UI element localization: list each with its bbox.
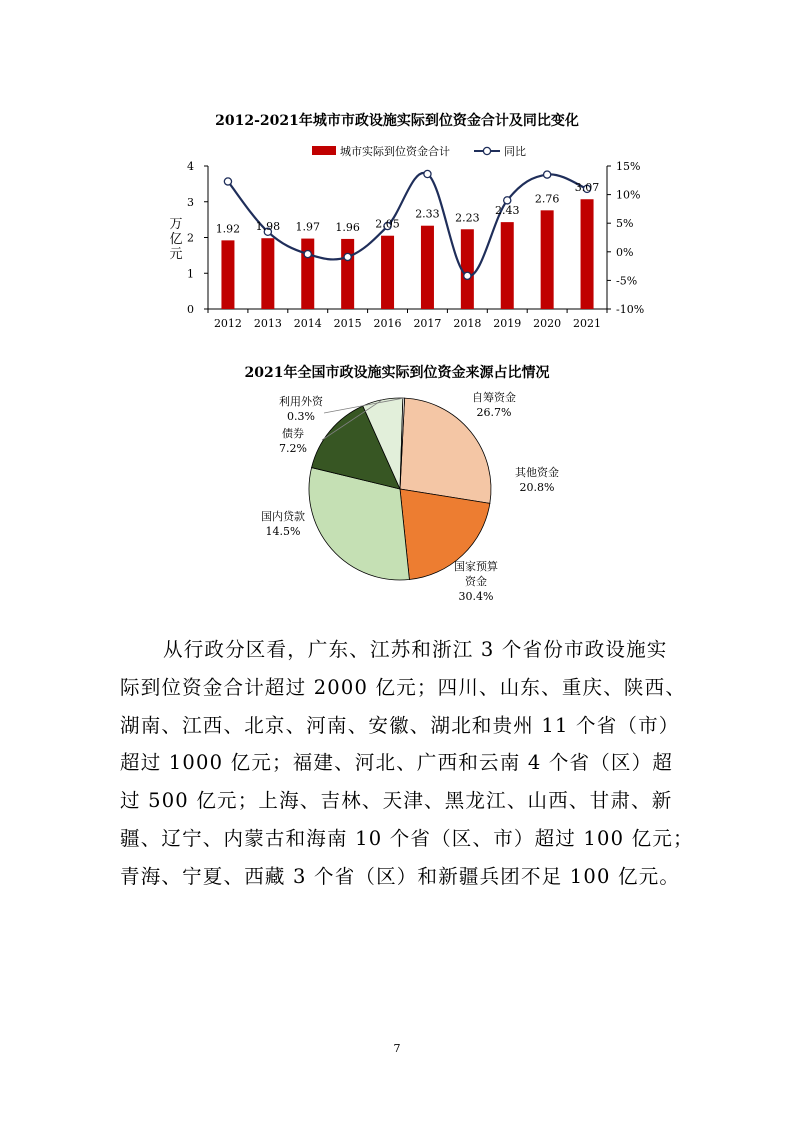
pie-slice-label: 资金 bbox=[465, 575, 487, 588]
x-axis-tick-label: 2015 bbox=[333, 317, 362, 330]
bar-data-label: 2.43 bbox=[495, 204, 520, 218]
right-axis-tick-label: -5% bbox=[616, 274, 638, 288]
body-text-line: 际到位资金合计超过 2000 亿元；四川、山东、重庆、陕西、 bbox=[120, 675, 687, 699]
x-axis-tick-label: 2021 bbox=[573, 317, 602, 330]
pie-chart-title: 2021年全国市政设施实际到位资金来源占比情况 bbox=[244, 365, 550, 381]
x-axis-tick-label: 2019 bbox=[493, 317, 522, 330]
pie-slice-label: 其他资金 bbox=[515, 466, 559, 479]
left-axis-tick-label: 0 bbox=[187, 303, 194, 316]
pie-slice-label: 7.2% bbox=[279, 442, 307, 455]
bar-data-label: 3.07 bbox=[574, 181, 600, 195]
legend-bar-label: 城市实际到位资金合计 bbox=[340, 145, 450, 158]
bar-data-label: 2.33 bbox=[415, 207, 440, 221]
right-axis-tick-label: 10% bbox=[616, 188, 641, 202]
bar-data-label: 2.05 bbox=[375, 217, 400, 231]
bar-line-chart-title: 2012-2021年城市市政设施实际到位资金合计及同比变化 bbox=[215, 113, 579, 129]
legend-line-label: 同比 bbox=[504, 145, 526, 158]
x-axis-tick-label: 2013 bbox=[253, 317, 282, 330]
pie-slice-label: 债券 bbox=[282, 427, 304, 440]
pie-slice-label: 20.8% bbox=[519, 481, 555, 494]
right-axis-tick-label: 0% bbox=[616, 245, 634, 259]
pie-slice-label: 自筹资金 bbox=[472, 391, 516, 404]
pie-slice-label: 国内贷款 bbox=[261, 510, 305, 523]
bar-data-label: 1.98 bbox=[255, 220, 281, 234]
left-axis-tick-label: 2 bbox=[187, 231, 194, 245]
x-axis-tick-label: 2020 bbox=[533, 317, 562, 330]
left-axis-tick-label: 4 bbox=[187, 160, 194, 173]
pie-slice-label: 14.5% bbox=[265, 525, 301, 538]
x-axis-tick-label: 2016 bbox=[373, 317, 402, 330]
body-text-line: 疆、辽宁、内蒙古和海南 10 个省（区、市）超过 100 亿元； bbox=[120, 826, 694, 850]
left-axis-tick-label: 3 bbox=[187, 195, 194, 209]
bar-data-label: 1.96 bbox=[335, 220, 360, 234]
right-axis-tick-label: 15% bbox=[616, 160, 641, 173]
x-axis-tick-label: 2012 bbox=[213, 317, 242, 330]
right-axis-tick-label: 5% bbox=[616, 217, 634, 231]
body-text-line: 过 500 亿元；上海、吉林、天津、黑龙江、山西、甘肃、新 bbox=[120, 789, 673, 813]
pie-slice-label: 国家预算 bbox=[454, 560, 498, 573]
bar-data-label: 2.23 bbox=[455, 211, 480, 225]
bar-data-label: 1.92 bbox=[215, 222, 241, 236]
page-number: 7 bbox=[393, 1042, 401, 1055]
right-axis-tick-label: -10% bbox=[616, 303, 645, 316]
pie-slice-label: 0.3% bbox=[287, 410, 315, 423]
left-axis-tick-label: 1 bbox=[187, 267, 194, 281]
bar-data-label: 1.97 bbox=[295, 220, 320, 234]
body-paragraph bbox=[120, 631, 694, 896]
pie-slice-label: 利用外资 bbox=[279, 395, 323, 408]
body-text-line: 湖南、江西、北京、河南、安徽、湖北和贵州 11 个省（市） bbox=[120, 713, 680, 737]
pie-slice-label: 26.7% bbox=[476, 406, 512, 419]
x-axis-tick-label: 2014 bbox=[293, 317, 322, 330]
x-axis-tick-label: 2017 bbox=[413, 317, 442, 330]
body-text-line: 青海、宁夏、西藏 3 个省（区）和新疆兵团不足 100 亿元。 bbox=[120, 864, 681, 888]
bar-data-label: 2.76 bbox=[534, 192, 560, 206]
body-text-line: 超过 1000 亿元；福建、河北、广西和云南 4 个省（区）超 bbox=[120, 751, 674, 775]
y-axis-label: 万亿元 bbox=[169, 217, 183, 262]
pie-slice-label: 30.4% bbox=[458, 590, 494, 603]
body-text-line: 从行政分区看，广东、江苏和浙江 3 个省份市政设施实 bbox=[163, 638, 668, 661]
x-axis-tick-label: 2018 bbox=[453, 317, 482, 330]
